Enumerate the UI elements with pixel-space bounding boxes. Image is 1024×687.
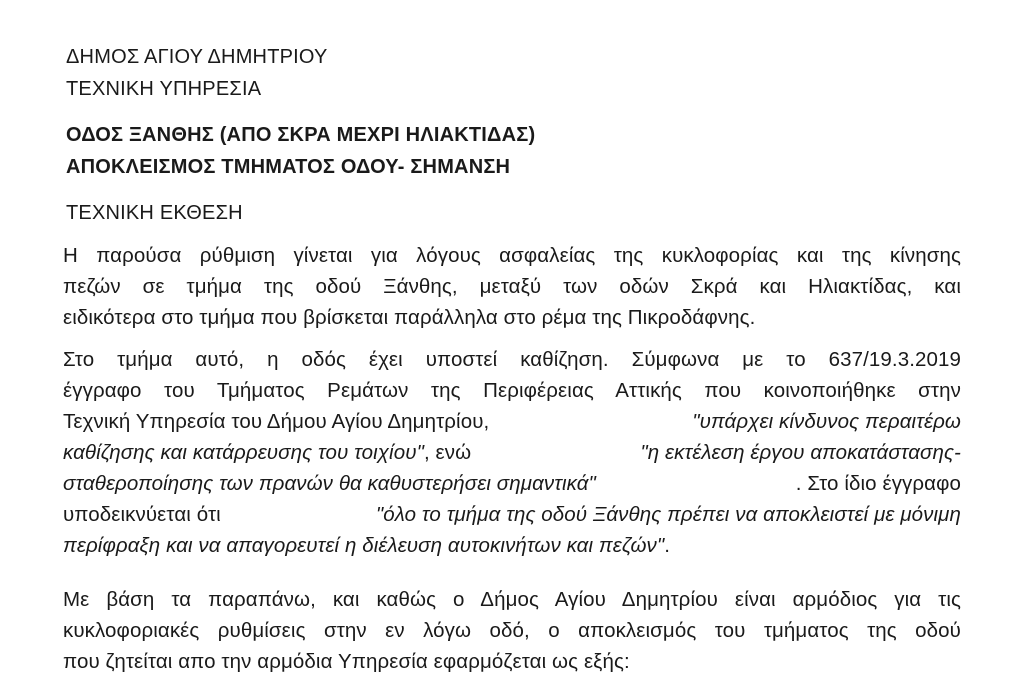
paragraph-2-line: [63, 499, 961, 530]
paragraph-2-quote: "η εκτέλεση έργου αποκατάστασης-: [640, 441, 961, 464]
paragraph-3-line: Με βάση τα παραπάνω, και καθώς ο Δήμος Αγίου Δημητρίου είναι αρμόδιος για τις: [63, 588, 961, 611]
paragraph-2-text: υποδεικνύεται ότι: [63, 503, 221, 526]
paragraph-2-line: έγγραφο του Τμήματος Ρεμάτων της Περιφέρειας Αττικής που κοινοποιήθηκε στην: [63, 379, 961, 402]
paragraph-2-text: , ενώ: [423, 441, 472, 464]
paragraph-3-line: κυκλοφοριακές ρυθμίσεις στην εν λόγω οδό, ο αποκλεισμός του τμήματος της οδού: [63, 619, 961, 642]
paragraph-2-quote: "όλο το τμήμα της οδού Ξάνθης πρέπει να αποκλειστεί με μόνιμη: [375, 503, 961, 526]
paragraph-2-quote: σταθεροποίησης των πρανών θα καθυστερήσει σημαντικά": [63, 472, 596, 495]
document-title-line-2: ΑΠΟΚΛΕΙΣΜΟΣ ΤΜΗΜΑΤΟΣ ΟΔΟΥ- ΣΗΜΑΝΣΗ: [66, 156, 511, 178]
municipality-name: ΔΗΜΟΣ ΑΓΙΟΥ ΔΗΜΗΤΡΙΟΥ: [66, 46, 328, 68]
paragraph-2-quote: περίφραξη και να απαγορευτεί η διέλευση αυτοκινήτων και πεζών": [63, 534, 665, 557]
department-name: ΤΕΧΝΙΚΗ ΥΠΗΡΕΣΙΑ: [66, 78, 262, 100]
paragraph-2-text: .: [664, 534, 671, 557]
paragraph-2-line: [63, 406, 961, 437]
paragraph-2-text: Τεχνική Υπηρεσία του Δήμου Αγίου Δημητρίου,: [63, 410, 490, 433]
paragraph-1: [63, 240, 961, 333]
paragraph-2-quote: καθίζησης και κατάρρευσης του τοιχίου": [63, 441, 424, 464]
paragraph-2: [63, 344, 961, 561]
paragraph-1-line: πεζών σε τμήμα της οδού Ξάνθης, μεταξύ των οδών Σκρά και Ηλιακτίδας, και: [63, 275, 961, 298]
document-title-line-1: ΟΔΟΣ ΞΑΝΘΗΣ (ΑΠΟ ΣΚΡΑ ΜΕΧΡΙ ΗΛΙΑΚΤΙΔΑΣ): [66, 124, 536, 146]
section-heading: ΤΕΧΝΙΚΗ ΕΚΘΕΣΗ: [66, 202, 243, 224]
paragraph-2-line: [63, 530, 961, 561]
paragraph-2-line: [63, 468, 961, 499]
paragraph-3: [63, 584, 961, 677]
paragraph-1-line: Η παρούσα ρύθμιση γίνεται για λόγους ασφαλείας της κυκλοφορίας και της κίνησης: [63, 244, 961, 267]
paragraph-2-line: Στο τμήμα αυτό, η οδός έχει υποστεί καθίζηση. Σύμφωνα με το 637/19.3.2019: [63, 348, 961, 371]
paragraph-1-line: ειδικότερα στο τμήμα που βρίσκεται παράλληλα στο ρέμα της Πικροδάφνης.: [63, 306, 756, 329]
paragraph-3-line: που ζητείται απο την αρμόδια Υπηρεσία εφαρμόζεται ως εξής:: [63, 650, 630, 673]
paragraph-2-text: . Στο ίδιο έγγραφο: [795, 472, 961, 495]
paragraph-2-quote: "υπάρχει κίνδυνος περαιτέρω: [692, 410, 961, 433]
paragraph-2-line: [63, 437, 961, 468]
